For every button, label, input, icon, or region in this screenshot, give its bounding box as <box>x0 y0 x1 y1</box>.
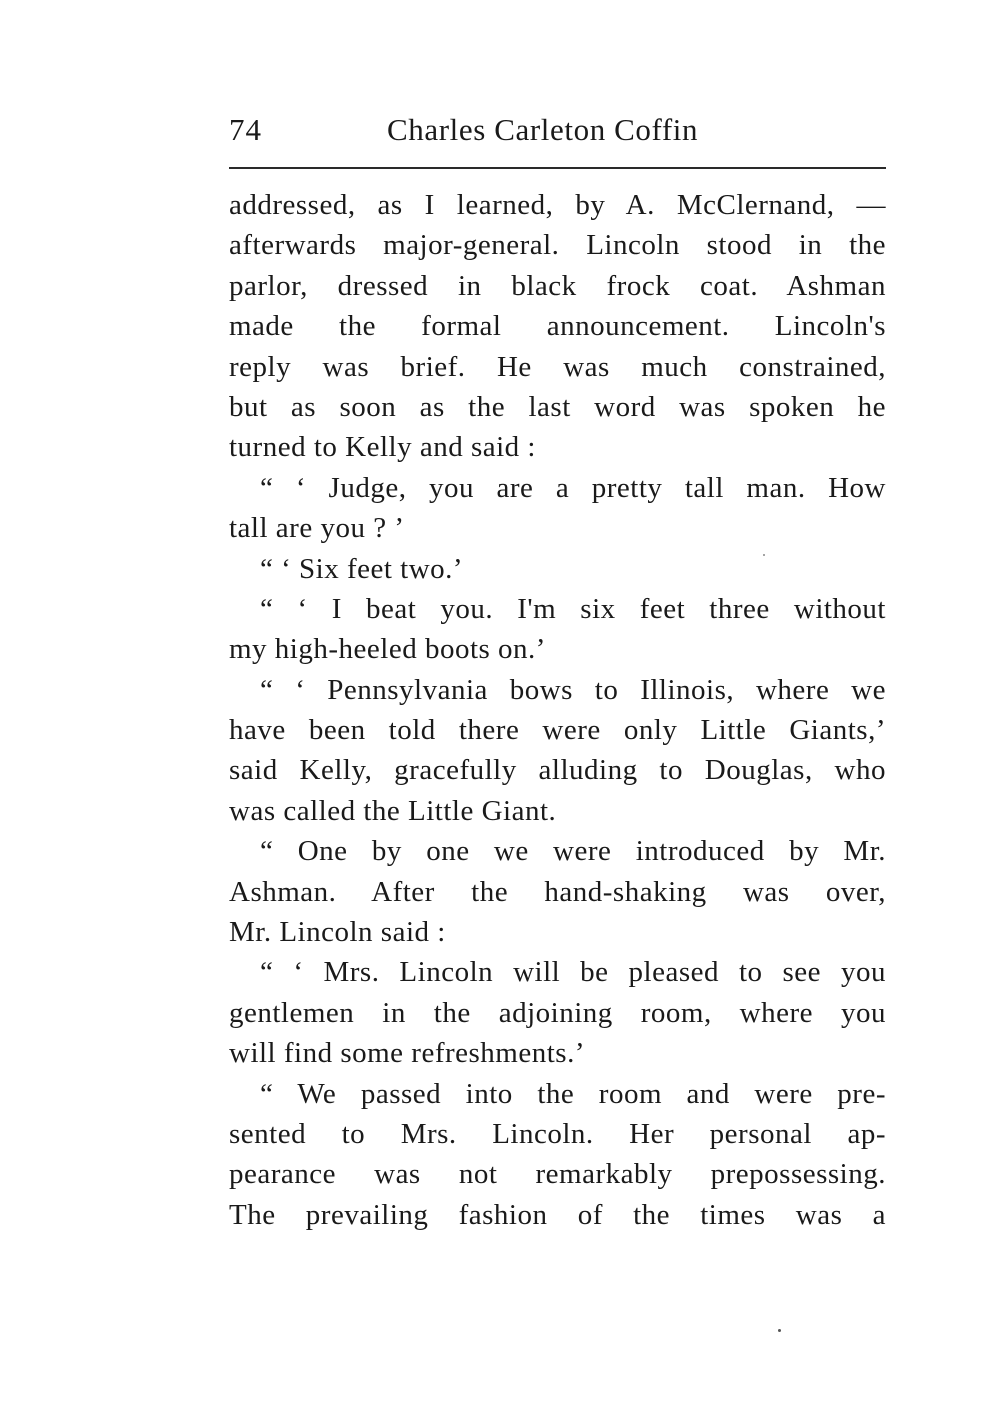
text-line: reply was brief. He was much constrained, <box>229 350 886 383</box>
page-number: 74 <box>229 112 262 147</box>
text-line: have been told there were only Little Giants,’ <box>229 714 886 747</box>
text-line: my high-heeled boots on.’ <box>229 633 546 666</box>
text-line: was called the Little Giant. <box>229 794 557 827</box>
text-line: said Kelly, gracefully alluding to Douglas, who <box>229 754 886 787</box>
text-line: “ ‘ Pennsylvania bows to Illinois, where we <box>260 673 886 706</box>
paper-speck <box>763 554 765 556</box>
text-line: “ ‘ Six feet two.’ <box>260 552 464 585</box>
running-title: Charles Carleton Coffin <box>387 112 699 147</box>
text-line: afterwards major-general. Lincoln stood in the <box>229 229 886 262</box>
text-line: but as soon as the last word was spoken he <box>229 390 886 423</box>
body-text <box>229 185 886 1235</box>
text-line: “ One by one we were introduced by Mr. <box>260 835 886 868</box>
paper-speck <box>778 1329 781 1332</box>
text-line: will find some refreshments.’ <box>229 1037 585 1070</box>
text-line: gentlemen in the adjoining room, where you <box>229 996 886 1029</box>
text-line: Mr. Lincoln said : <box>229 916 446 949</box>
text-line: “ ‘ Mrs. Lincoln will be pleased to see you <box>260 956 886 989</box>
text-line: “ We passed into the room and were pre- <box>260 1077 886 1110</box>
running-head <box>229 112 885 160</box>
text-line: The prevailing fashion of the times was a <box>229 1198 886 1231</box>
text-line: Ashman. After the hand-shaking was over, <box>229 875 886 908</box>
text-line: turned to Kelly and said : <box>229 431 536 464</box>
header-rule <box>229 167 886 169</box>
text-line: tall are you ? ’ <box>229 512 405 545</box>
text-line: sented to Mrs. Lincoln. Her personal ap- <box>229 1117 886 1150</box>
text-line: “ ‘ Judge, you are a pretty tall man. How <box>260 471 886 504</box>
text-line: made the formal announcement. Lincoln's <box>229 310 886 343</box>
text-line: pearance was not remarkably prepossessing. <box>229 1158 886 1191</box>
text-line: addressed, as I learned, by A. McClernand, — <box>229 189 886 221</box>
text-line: parlor, dressed in black frock coat. Ashman <box>229 269 886 302</box>
text-line: “ ‘ I beat you. I'm six feet three without <box>260 592 886 625</box>
